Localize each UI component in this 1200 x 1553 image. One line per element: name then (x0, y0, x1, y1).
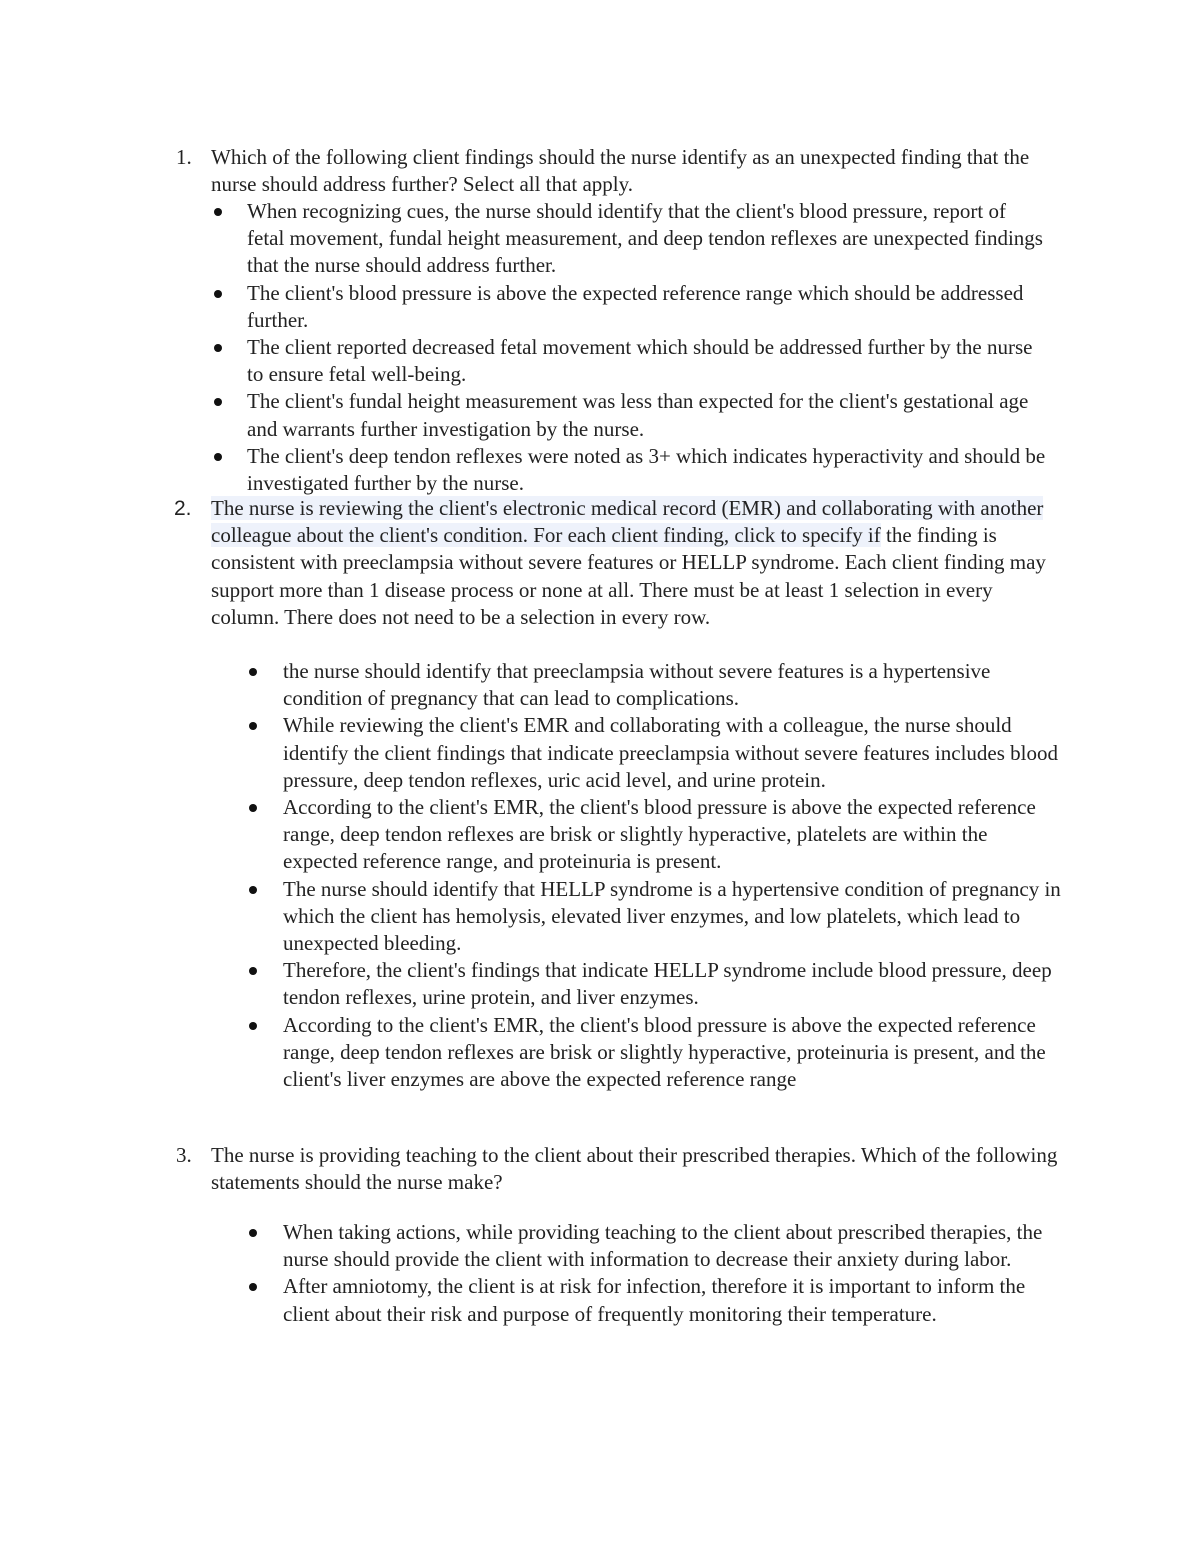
bullet-icon (249, 1229, 257, 1237)
bullet-icon (249, 804, 257, 812)
bullet-icon (214, 453, 222, 461)
question-text (211, 495, 1061, 631)
question-number: 1. (176, 145, 192, 169)
answer-list (247, 198, 1047, 497)
bullet-icon (249, 1022, 257, 1030)
question-text-rest: the finding is consistent with preeclampsia without severe features or HELLP syndrome. Each client finding may support more than 1 disease process or none at all. There must be at least 1 selection in every column. There does not need to be a selection in every row. (211, 523, 1046, 629)
list-item: When taking actions, while providing teaching to the client about prescribed therapies, the nurse should provide the client with information to decrease their anxiety during labor. (283, 1219, 1063, 1273)
list-item: When recognizing cues, the nurse should identify that the client's blood pressure, report of fetal movement, fundal height measurement, and deep tendon reflexes are unexpected findings that the nurse should address further. (247, 198, 1047, 280)
list-item: After amniotomy, the client is at risk for infection, therefore it is important to inform the client about their risk and purpose of frequently monitoring their temperature. (283, 1273, 1063, 1327)
highlighted-text: The nurse is reviewing the client's electronic medical record (EMR) and collaborating with another colleague about the client's condition. For each client finding, click to specify if (211, 496, 1044, 548)
question-text: Which of the following client findings should the nurse identify as an unexpected finding that the nurse should address further? Select all that apply. (211, 145, 1030, 197)
list-item: According to the client's EMR, the client's blood pressure is above the expected reference range, deep tendon reflexes are brisk or slightly hyperactive, proteinuria is present, and the client's liver enzymes are above the expected reference range (283, 1012, 1063, 1094)
list-item: According to the client's EMR, the client's blood pressure is above the expected reference range, deep tendon reflexes are brisk or slightly hyperactive, platelets are within the expected reference range, and proteinuria is present. (283, 794, 1063, 876)
question-number: 3. (176, 1143, 192, 1167)
list-item: The client's fundal height measurement was less than expected for the client's gestational age and warrants further investigation by the nurse. (247, 388, 1047, 442)
list-item: The nurse should identify that HELLP syndrome is a hypertensive condition of pregnancy in which the client has hemolysis, elevated liver enzymes, and low platelets, which lead to unexpected bleeding. (283, 876, 1063, 958)
bullet-icon (249, 668, 257, 676)
list-item: the nurse should identify that preeclampsia without severe features is a hypertensive condition of pregnancy that can lead to complications. (283, 658, 1063, 712)
list-item: While reviewing the client's EMR and collaborating with a colleague, the nurse should identify the client findings that indicate preeclampsia without severe features includes blood pressure, deep tendon reflexes, uric acid level, and urine protein. (283, 712, 1063, 794)
list-item: Therefore, the client's findings that indicate HELLP syndrome include blood pressure, deep tendon reflexes, urine protein, and liver enzymes. (283, 957, 1063, 1011)
bullet-icon (214, 344, 222, 352)
answer-list (283, 658, 1063, 1093)
bullet-icon (249, 886, 257, 894)
list-item: The client's blood pressure is above the expected reference range which should be addressed further. (247, 280, 1047, 334)
bullet-icon (214, 290, 222, 298)
bullet-icon (214, 398, 222, 406)
question-text: The nurse is providing teaching to the client about their prescribed therapies. Which of the following statements should the nurse make? (211, 1143, 1058, 1195)
bullet-icon (249, 1283, 257, 1291)
answer-list (283, 1219, 1063, 1328)
bullet-icon (249, 967, 257, 975)
bullet-icon (214, 208, 222, 216)
list-item: The client's deep tendon reflexes were noted as 3+ which indicates hyperactivity and should be investigated further by the nurse. (247, 443, 1047, 497)
list-item: The client reported decreased fetal movement which should be addressed further by the nurse to ensure fetal well-being. (247, 334, 1047, 388)
question-number: 2. (174, 497, 192, 520)
bullet-icon (249, 722, 257, 730)
